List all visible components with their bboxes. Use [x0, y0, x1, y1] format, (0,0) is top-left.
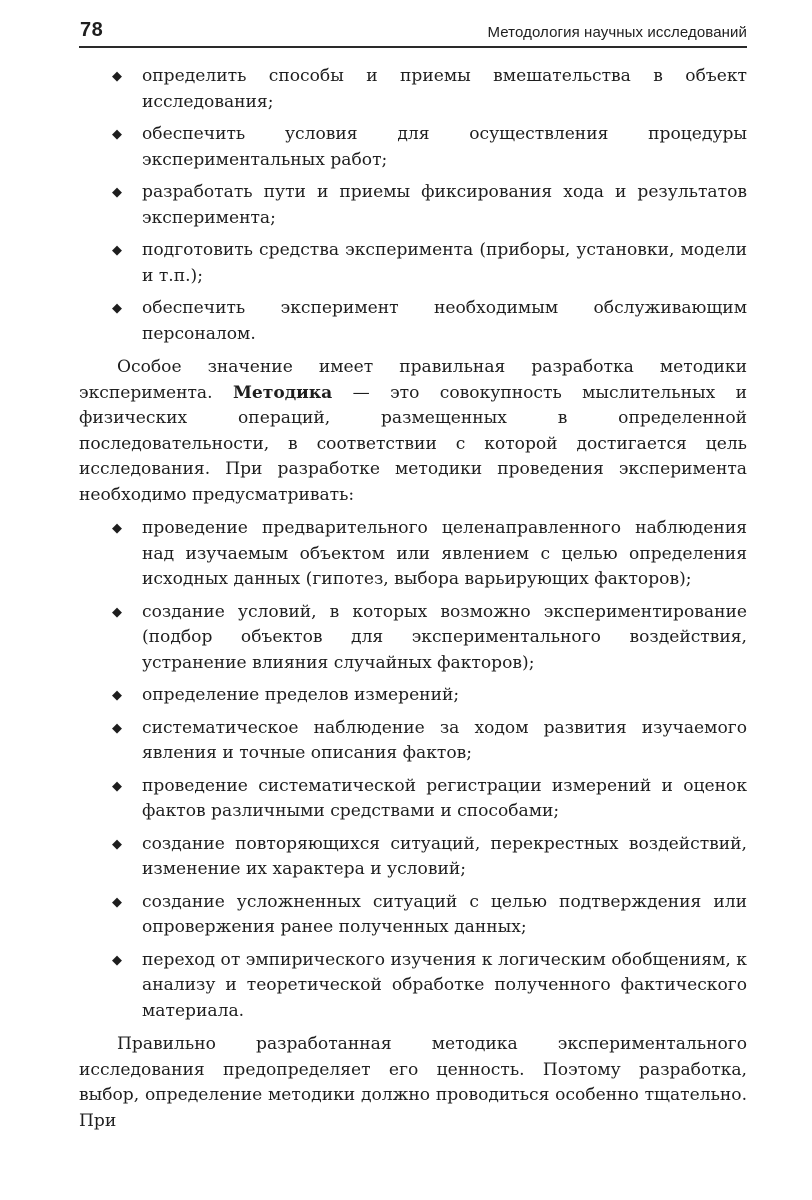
- diamond-icon: ◆: [112, 836, 122, 852]
- list-item: [79, 180, 747, 231]
- list-item-text: систематическое наблюдение за ходом развития изучаемого явления и точные описания фактов;: [142, 717, 747, 763]
- paragraph-conclusion: Правильно разработанная методика экспериментального исследования предопределяет его ценность. Поэтому разработка, выбор, определение методики должно проводиться особенно тщательно. При: [79, 1034, 747, 1131]
- diamond-icon: ◆: [112, 952, 122, 968]
- diamond-icon: ◆: [112, 521, 122, 536]
- list-item-text: разработать пути и приемы фиксирования хода и результатов эксперимента;: [142, 182, 747, 228]
- diamond-icon: ◆: [112, 127, 122, 142]
- list-item-text: обеспечить условия для осуществления процедуры экспериментальных работ;: [142, 124, 747, 170]
- page-header: [79, 18, 747, 48]
- running-title: Методология научных исследований: [487, 24, 747, 41]
- diamond-icon: ◆: [112, 894, 122, 910]
- diamond-icon: ◆: [112, 720, 122, 736]
- list-item-text: проведение систематической регистрации измерений и оценок фактов различными средствами и способами;: [142, 775, 747, 821]
- list-item: [79, 774, 747, 825]
- list-item: [79, 683, 747, 709]
- diamond-icon: ◆: [112, 688, 122, 703]
- list-item: [79, 948, 747, 1025]
- list-item-text: создание условий, в которых возможно экспериментирование (подбор объектов для экспериментального воздействия, устранение влияния случайных факторов);: [142, 601, 747, 673]
- paragraph-text: — это совокупность мыслительных и физических операций, размещенных в определенной последовательности, в соответствии с которой достигается цель исследования. При разработке методики проведения эксперимента необходимо предусматривать:: [79, 382, 748, 505]
- list-item-text: определение пределов измерений;: [142, 685, 460, 705]
- list-item: [79, 64, 747, 115]
- diamond-icon: ◆: [112, 69, 122, 84]
- list-item: [79, 238, 747, 289]
- list-item-text: создание усложненных ситуаций с целью подтверждения или опровержения ранее полученных данных;: [142, 891, 747, 937]
- list-item: [79, 716, 747, 767]
- list-item-text: проведение предварительного целенаправленного наблюдения над изучаемым объектом или явлением с целью определения исходных данных (гипотез, выбора варьирующих факторов);: [142, 518, 747, 589]
- diamond-icon: ◆: [112, 243, 122, 258]
- list-item-text: создание повторяющихся ситуаций, перекрестных воздействий, изменение их характера и условий;: [142, 833, 747, 879]
- list-item: [79, 890, 747, 941]
- bullet-list-methodology-steps: [79, 516, 747, 1024]
- list-item-text: определить способы и приемы вмешательства в объект исследования;: [142, 66, 747, 112]
- page-body: [79, 64, 747, 1142]
- diamond-icon: ◆: [112, 778, 122, 794]
- term-methodology: Методика: [232, 382, 333, 403]
- list-item-text: подготовить средства эксперимента (приборы, установки, модели и т.п.);: [142, 240, 747, 286]
- diamond-icon: ◆: [112, 301, 122, 316]
- paragraph-text: Особое значение имеет правильная разработка методики эксперимента.: [79, 357, 747, 403]
- list-item: [79, 832, 747, 883]
- list-item-text: обеспечить эксперимент необходимым обслуживающим персоналом.: [142, 298, 747, 344]
- list-item: [79, 600, 747, 677]
- page-number: 78: [80, 19, 104, 41]
- list-item-text: переход от эмпирического изучения к логическим обобщениям, к анализу и теоретической обработке полученного фактического материала.: [142, 949, 747, 1021]
- list-item: [79, 296, 747, 347]
- paragraph-methodology: [79, 355, 747, 508]
- list-item: [79, 122, 747, 173]
- list-item: [79, 516, 747, 593]
- bullet-list-requirements: [79, 64, 747, 347]
- diamond-icon: ◆: [112, 185, 122, 200]
- diamond-icon: ◆: [112, 604, 122, 620]
